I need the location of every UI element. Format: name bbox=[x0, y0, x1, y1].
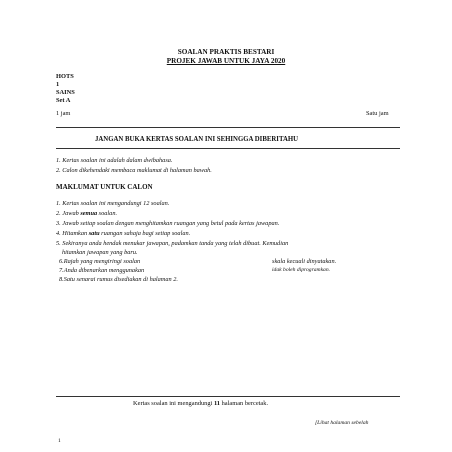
page-count-note bbox=[133, 400, 268, 407]
instruction-2-bold: semua bbox=[80, 210, 98, 217]
meta-level: HOTS bbox=[56, 73, 74, 80]
note-2: 2. Calon dikehendaki membaca maklumat di halaman bawah. bbox=[56, 167, 212, 174]
instruction-5-line-1: 5. Sekiranya anda hendak menukar jawapan, padamkan tanda yang telah dibuat. Kemudian bbox=[56, 240, 289, 247]
instruction-4 bbox=[56, 230, 190, 237]
instruction-6-right: skala kecuali dinyatakan. bbox=[272, 258, 337, 265]
page-count-post: halaman bercetak. bbox=[219, 400, 269, 407]
page-count-pre: Kertas soalan ini mengandungi bbox=[133, 400, 214, 407]
instruction-6-left: 6.Rajah yang mengiringi soalan bbox=[59, 258, 141, 265]
instruction-7-right: idak boleh diprogramkan. bbox=[272, 267, 331, 273]
divider-top bbox=[56, 127, 400, 128]
footer-divider bbox=[56, 396, 400, 397]
instruction-4-bold: satu bbox=[88, 230, 100, 237]
meta-subject: SAINS bbox=[56, 89, 75, 96]
instruction-7-left: 7.Anda dibenarkan menggunakan bbox=[59, 267, 145, 274]
duration-left: 1 jam bbox=[56, 110, 71, 117]
instruction-3: 3. Jawab setiap soalan dengan menghitamkan ruangan yang betul pada kertas jawapan. bbox=[56, 220, 280, 227]
meta-set: Set A bbox=[56, 97, 71, 104]
instruction-2 bbox=[56, 210, 117, 217]
instruction-4-post: ruangan sahaja bagi setiap soalan. bbox=[99, 230, 191, 237]
duration-right: Satu jam bbox=[366, 110, 389, 117]
note-1: 1. Kertas soalan ini adalah dalam dwibahasa. bbox=[56, 157, 173, 164]
page-count-number: 11 bbox=[213, 400, 220, 407]
info-heading: MAKLUMAT UNTUK CALON bbox=[56, 183, 153, 191]
page-number: 1 bbox=[58, 438, 61, 444]
title-line-1: SOALAN PRAKTIS BESTARI bbox=[177, 48, 275, 56]
instruction-5-line-2: hitamkan jawapan yang baru. bbox=[62, 249, 138, 256]
instruction-8: 8.Satu senarai rumus disediakan di halaman 2. bbox=[59, 276, 178, 283]
instruction-1: 1. Kertas soalan ini mengandungi 12 soalan. bbox=[56, 200, 170, 207]
divider-bottom bbox=[56, 148, 400, 149]
warning-text: JANGAN BUKA KERTAS SOALAN INI SEHINGGA DIBERITAHU bbox=[95, 136, 299, 143]
title-line-2: PROJEK JAWAB UNTUK JAYA 2020 bbox=[166, 57, 286, 65]
meta-number: 1 bbox=[56, 81, 60, 88]
instruction-2-pre: 2. Jawab bbox=[56, 210, 81, 217]
turn-over-note: [Lihat halaman sebelah bbox=[315, 420, 369, 426]
instruction-2-post: soalan. bbox=[97, 210, 118, 217]
instruction-4-pre: 4. Hitamkan bbox=[56, 230, 89, 237]
